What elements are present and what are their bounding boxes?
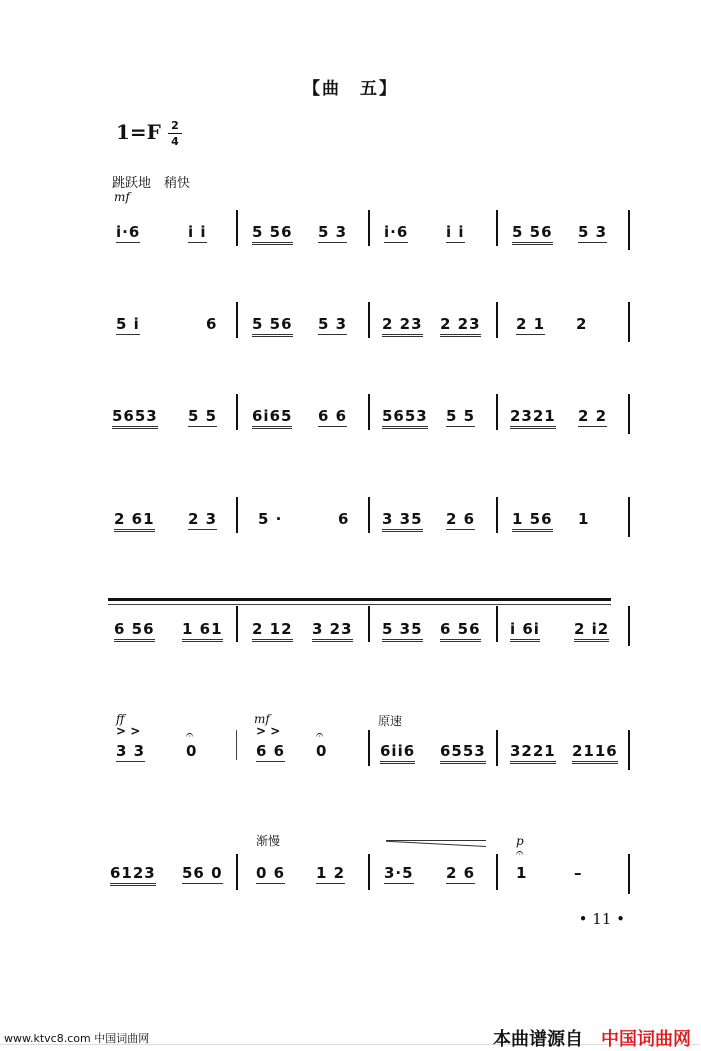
dynamic-mf: mf: [254, 712, 270, 726]
notes: i·6: [116, 223, 141, 241]
notes: 6 56: [440, 620, 481, 642]
barline: [236, 210, 238, 246]
notes: 5653: [112, 407, 158, 429]
fermata-icon: 𝄐: [516, 846, 524, 861]
dynamic-mf: mf: [114, 190, 130, 204]
notes: i·6: [384, 223, 409, 241]
score-row-6: [106, 712, 636, 782]
dynamic-ff: ff: [116, 712, 125, 726]
notes: 5 56: [252, 223, 293, 245]
notes: 2 1: [516, 315, 546, 333]
notes: 5 5: [188, 407, 218, 425]
barline: [496, 730, 498, 766]
notes: 3 3: [116, 742, 146, 760]
notes: 2 12: [252, 620, 293, 642]
time-signature: [168, 118, 182, 149]
barline: [236, 302, 238, 338]
notes: 2: [576, 315, 588, 333]
notes: 5 i: [116, 315, 140, 333]
notes: –: [574, 864, 583, 882]
score-row-7: [106, 832, 636, 902]
barline: [628, 854, 630, 894]
notes: 1 56: [512, 510, 553, 532]
notes: 5 56: [512, 223, 553, 245]
notes: 2321: [510, 407, 556, 429]
notes: 3 35: [382, 510, 423, 532]
barline-dashed: [236, 730, 237, 760]
notes: 6ii6: [380, 742, 415, 764]
barline: [368, 730, 370, 766]
notes: 2 23: [440, 315, 481, 337]
piece-title: 【曲 五】: [303, 79, 398, 99]
barline: [368, 854, 370, 890]
barline: [236, 606, 238, 642]
notes: 2 6: [446, 864, 476, 882]
notes: i i: [446, 223, 465, 241]
notes: 1: [578, 510, 590, 528]
score-row-2: [106, 302, 636, 372]
notes: 5 3: [578, 223, 608, 241]
notes: i 6i: [510, 620, 540, 642]
barline: [368, 302, 370, 338]
footer-brand[interactable]: 中国词曲网: [601, 1029, 691, 1050]
notes: 5 35: [382, 620, 423, 642]
barline: [628, 210, 630, 250]
notes: 6123: [110, 864, 156, 886]
notes: 5 3: [318, 315, 348, 333]
barline: [628, 730, 630, 770]
barline: [236, 394, 238, 430]
section-rule-thin: [108, 604, 611, 605]
tempo-primo: 原速: [378, 714, 403, 728]
barline: [496, 302, 498, 338]
notes: 5653: [382, 407, 428, 429]
score-row-1: [106, 210, 636, 280]
notes: 6 6: [318, 407, 348, 425]
score-row-3: [106, 394, 636, 464]
page-number: • 11 •: [578, 910, 625, 928]
notes: 3 23: [312, 620, 353, 642]
score-row-5: [106, 606, 636, 676]
barline: [236, 854, 238, 890]
barline: [496, 210, 498, 246]
barline: [628, 606, 630, 646]
notes: 2 61: [114, 510, 155, 532]
barline: [496, 394, 498, 430]
notes: 5 ·: [258, 510, 283, 528]
key-signature: 1=F: [116, 120, 161, 144]
barline: [496, 606, 498, 642]
notes: 6 56: [114, 620, 155, 642]
notes: 1 61: [182, 620, 223, 642]
notes: 5 56: [252, 315, 293, 337]
fermata-icon: 𝄐: [186, 728, 194, 743]
notes: 2116: [572, 742, 618, 764]
notes: 1: [516, 864, 528, 882]
meter-top: 2: [171, 119, 179, 132]
notes: i i: [188, 223, 207, 241]
notes: 2 i2: [574, 620, 609, 642]
barline: [368, 606, 370, 642]
notes: 1 2: [316, 864, 346, 882]
meter-bottom: 4: [168, 133, 182, 149]
accent-marks: > >: [256, 724, 281, 738]
notes: 56 0: [182, 864, 223, 882]
barline: [368, 394, 370, 430]
barline: [236, 497, 238, 533]
notes: 6i65: [252, 407, 292, 429]
notes: 5 5: [446, 407, 476, 425]
notes: 0: [316, 742, 328, 760]
decrescendo-line: [386, 841, 486, 847]
notes: 3221: [510, 742, 556, 764]
notes: 2 23: [382, 315, 423, 337]
notes: 6 6: [256, 742, 286, 760]
notes: 0: [186, 742, 198, 760]
notes: 0 6: [256, 864, 286, 882]
barline: [368, 210, 370, 246]
score-row-4: [106, 497, 636, 567]
tempo-marking: 跳跃地 稍快: [112, 176, 191, 191]
barline: [496, 497, 498, 533]
notes: 6553: [440, 742, 486, 764]
fermata-icon: 𝄐: [316, 728, 324, 743]
notes: 2 2: [578, 407, 608, 425]
dynamic-p: p: [516, 834, 524, 848]
barline: [368, 497, 370, 533]
notes: 6: [206, 315, 218, 333]
barline: [496, 854, 498, 890]
accent-marks: > >: [116, 724, 141, 738]
footer-website: www.ktvc8.com 中国词曲网: [4, 1032, 150, 1045]
footer-source-label: 本曲谱源自: [493, 1029, 583, 1050]
barline: [628, 394, 630, 434]
ritardando-mark: 渐慢: [256, 834, 281, 848]
footer-source: [493, 1025, 691, 1051]
notes: 5 3: [318, 223, 348, 241]
section-rule: [108, 598, 611, 601]
notes: 2 6: [446, 510, 476, 528]
barline: [628, 302, 630, 342]
barline: [628, 497, 630, 537]
notes: 3·5: [384, 864, 414, 882]
notes: 6: [338, 510, 350, 528]
notes: 2 3: [188, 510, 218, 528]
